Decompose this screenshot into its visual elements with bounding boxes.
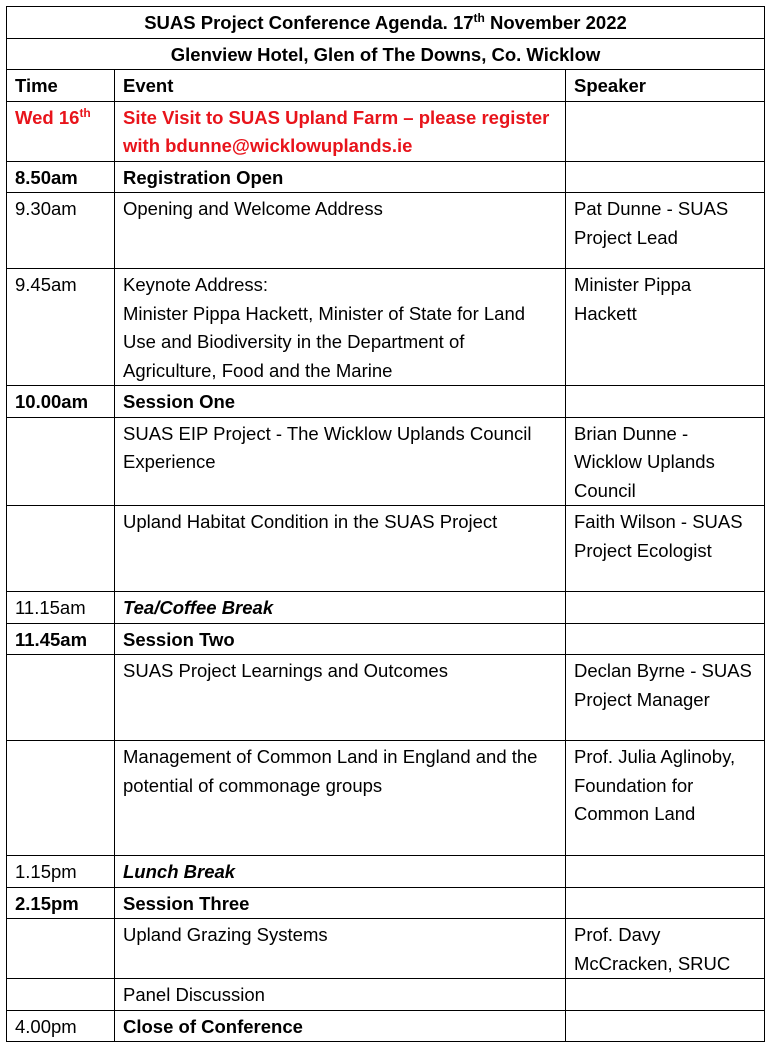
table-row bbox=[7, 887, 765, 919]
event-cell: Registration Open bbox=[115, 161, 566, 193]
table-row bbox=[7, 655, 765, 741]
table-row bbox=[7, 269, 765, 386]
event-cell: SUAS EIP Project - The Wicklow Uplands Council Experience bbox=[115, 417, 566, 506]
event-cell: Site Visit to SUAS Upland Farm – please register with bdunne@wicklowuplands.ie bbox=[115, 101, 566, 161]
keynote-description: Minister Pippa Hackett, Minister of State for Land Use and Biodiversity in the Department of Agriculture, Food and the Marine bbox=[123, 302, 526, 381]
time-cell: 2.15pm bbox=[7, 887, 115, 919]
column-header-speaker: Speaker bbox=[566, 70, 765, 102]
table-row bbox=[7, 506, 765, 592]
event-cell bbox=[115, 269, 566, 386]
event-cell: Tea/Coffee Break bbox=[115, 592, 566, 624]
speaker-cell: Pat Dunne - SUAS Project Lead bbox=[566, 193, 765, 269]
table-row bbox=[7, 417, 765, 506]
speaker-cell bbox=[566, 1010, 765, 1042]
agenda-table bbox=[6, 6, 765, 1042]
table-row bbox=[7, 623, 765, 655]
speaker-cell: Declan Byrne - SUAS Project Manager bbox=[566, 655, 765, 741]
time-cell bbox=[7, 741, 115, 856]
time-cell: 9.45am bbox=[7, 269, 115, 386]
column-header-time: Time bbox=[7, 70, 115, 102]
table-row bbox=[7, 856, 765, 888]
agenda-title: SUAS Project Conference Agenda. 17th November 2022 bbox=[7, 7, 765, 39]
table-row bbox=[7, 741, 765, 856]
venue-row bbox=[7, 38, 765, 70]
event-cell: Upland Grazing Systems bbox=[115, 919, 566, 979]
table-row bbox=[7, 193, 765, 269]
speaker-cell: Brian Dunne - Wicklow Uplands Council bbox=[566, 417, 765, 506]
speaker-cell: Prof. Davy McCracken, SRUC bbox=[566, 919, 765, 979]
time-cell bbox=[7, 979, 115, 1011]
table-row bbox=[7, 1010, 765, 1042]
event-cell: Lunch Break bbox=[115, 856, 566, 888]
table-row bbox=[7, 161, 765, 193]
table-row bbox=[7, 979, 765, 1011]
time-cell: 8.50am bbox=[7, 161, 115, 193]
speaker-cell: Faith Wilson - SUAS Project Ecologist bbox=[566, 506, 765, 592]
time-cell bbox=[7, 506, 115, 592]
table-row bbox=[7, 592, 765, 624]
time-cell bbox=[7, 417, 115, 506]
time-cell: 1.15pm bbox=[7, 856, 115, 888]
event-cell: SUAS Project Learnings and Outcomes bbox=[115, 655, 566, 741]
speaker-cell bbox=[566, 887, 765, 919]
speaker-cell bbox=[566, 592, 765, 624]
time-cell: 11.15am bbox=[7, 592, 115, 624]
time-cell bbox=[7, 919, 115, 979]
time-cell: 4.00pm bbox=[7, 1010, 115, 1042]
event-cell: Panel Discussion bbox=[115, 979, 566, 1011]
speaker-cell bbox=[566, 623, 765, 655]
time-cell: 9.30am bbox=[7, 193, 115, 269]
table-row bbox=[7, 101, 765, 161]
event-cell: Opening and Welcome Address bbox=[115, 193, 566, 269]
speaker-cell bbox=[566, 101, 765, 161]
title-row bbox=[7, 7, 765, 39]
speaker-cell bbox=[566, 856, 765, 888]
column-header-row bbox=[7, 70, 765, 102]
time-cell bbox=[7, 655, 115, 741]
speaker-cell: Prof. Julia Aglinoby, Foundation for Common Land bbox=[566, 741, 765, 856]
speaker-cell bbox=[566, 386, 765, 418]
speaker-cell: Minister Pippa Hackett bbox=[566, 269, 765, 386]
event-cell: Session Two bbox=[115, 623, 566, 655]
event-cell: Session Three bbox=[115, 887, 566, 919]
speaker-cell bbox=[566, 161, 765, 193]
column-header-event: Event bbox=[115, 70, 566, 102]
event-cell: Management of Common Land in England and the potential of commonage groups bbox=[115, 741, 566, 856]
venue-text: Glenview Hotel, Glen of The Downs, Co. Wicklow bbox=[7, 38, 765, 70]
table-row bbox=[7, 386, 765, 418]
time-cell: 10.00am bbox=[7, 386, 115, 418]
table-row bbox=[7, 919, 765, 979]
event-cell: Session One bbox=[115, 386, 566, 418]
event-cell: Upland Habitat Condition in the SUAS Project bbox=[115, 506, 566, 592]
event-cell: Close of Conference bbox=[115, 1010, 566, 1042]
time-cell: 11.45am bbox=[7, 623, 115, 655]
speaker-cell bbox=[566, 979, 765, 1011]
time-cell: Wed 16th bbox=[7, 101, 115, 161]
keynote-label: Keynote Address: bbox=[123, 274, 269, 295]
